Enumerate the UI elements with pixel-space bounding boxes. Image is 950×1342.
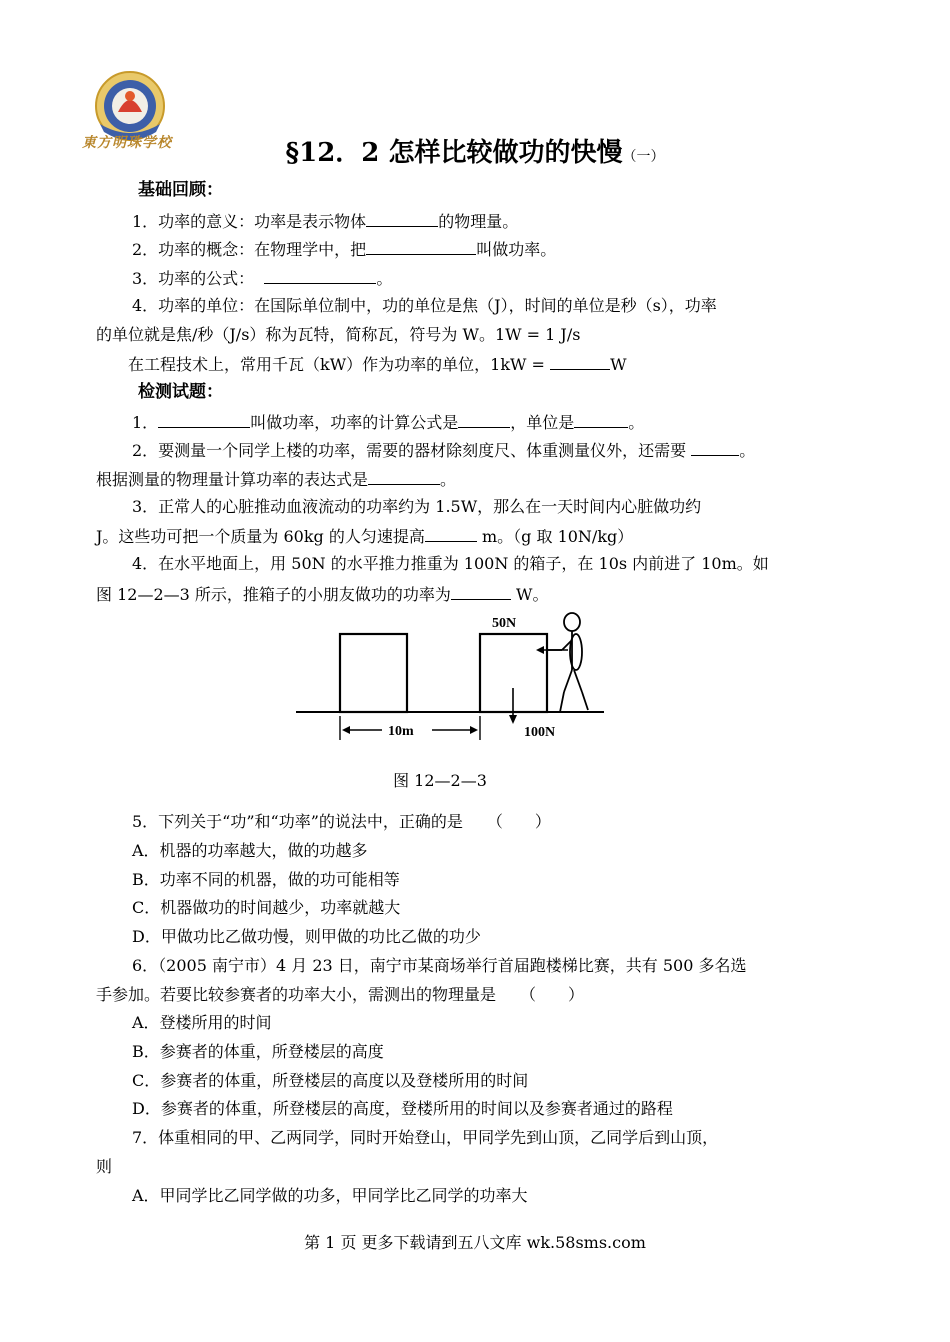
q5-option-a: A．机器的功率越大，做的功越多 — [132, 841, 368, 860]
test-q7-line2: 则 — [96, 1157, 113, 1176]
q7-option-a: A．甲同学比乙同学做的功多，甲同学比乙同学的功率大 — [132, 1186, 528, 1205]
title-main: §12．2 怎样比较做功的快慢 — [285, 138, 623, 168]
test-q4-line1: 4．在水平地面上，用 50N 的水平推力推重为 100N 的箱子，在 10s 内前进了 10m。如 — [132, 554, 769, 573]
blank — [458, 411, 510, 428]
test-q5: 5．下列关于“功”和“功率”的说法中，正确的是 （ ） — [132, 812, 551, 831]
blank — [366, 238, 476, 255]
blank — [574, 411, 628, 428]
test-q3-line1: 3．正常人的心脏推动血液流动的功率约为 1.5W，那么在一天时间内心脏做功约 — [132, 497, 702, 516]
q6-option-c: C．参赛者的体重，所登楼层的高度以及登楼所用的时间 — [132, 1071, 529, 1090]
blank — [264, 267, 376, 284]
blank — [368, 468, 440, 485]
q5-option-c: C．机器做功的时间越少，功率就越大 — [132, 898, 401, 917]
q5-option-b: B．功率不同的机器，做的功可能相等 — [132, 870, 400, 889]
review-q4-line2: 的单位就是焦/秒（J/s）称为瓦特，简称瓦，符号为 W。1W = 1 J/s — [96, 325, 581, 344]
blank — [550, 353, 610, 370]
blank — [158, 411, 250, 428]
blank — [425, 525, 477, 542]
q6-option-d: D．参赛者的体重，所登楼层的高度，登楼所用的时间以及参赛者通过的路程 — [132, 1099, 673, 1118]
blank — [691, 439, 739, 456]
box-start — [340, 634, 407, 712]
test-q3-line2: J。这些功可把一个质量为 60kg 的人匀速提高 m。（g 取 10N/kg） — [96, 527, 634, 546]
label-weight: 100N — [524, 725, 556, 740]
review-q1: 1．功率的意义：功率是表示物体 的物理量。 — [132, 212, 519, 231]
test-q2-line2: 根据测量的物理量计算功率的表达式是 。 — [96, 470, 457, 489]
figure-push-box — [296, 608, 606, 748]
blank — [451, 583, 511, 600]
test-q7-line1: 7．体重相同的甲、乙两同学，同时开始登山，甲同学先到山顶，乙同学后到山顶， — [132, 1128, 719, 1147]
blank — [366, 210, 438, 227]
figure-caption: 图 12—2—3 — [393, 771, 487, 790]
review-q2: 2．功率的概念：在物理学中，把 叫做功率。 — [132, 240, 557, 259]
review-q4-line1: 4．功率的单位：在国际单位制中，功的单位是焦（J），时间的单位是秒（s），功率 — [132, 296, 717, 315]
q6-option-b: B．参赛者的体重，所登楼层的高度 — [132, 1042, 384, 1061]
test-q6-line2: 手参加。若要比较参赛者的功率大小，需测出的物理量是 （ ） — [96, 985, 585, 1004]
label-distance: 10m — [388, 724, 414, 739]
test-q1: 1． 叫做功率，功率的计算公式是 ，单位是 。 — [132, 413, 645, 432]
child-figure — [546, 613, 588, 712]
q6-option-a: A．登楼所用的时间 — [132, 1013, 272, 1032]
page-footer: 第 1 页 更多下载请到五八文库 wk.58sms.com — [304, 1233, 646, 1252]
test-q2-line1: 2．要测量一个同学上楼的功率，需要的器材除刻度尺、体重测量仪外，还需要 。 — [132, 441, 756, 460]
section-heading-test: 检测试题： — [138, 382, 223, 402]
logo-text: 東方明珠学校 — [82, 135, 172, 151]
section-heading-review: 基础回顾： — [138, 180, 223, 200]
q5-option-d: D．甲做功比乙做功慢，则甲做的功比乙做的功少 — [132, 927, 481, 946]
review-q4-line3: 在工程技术上，常用千瓦（kW）作为功率的单位，1kW = W — [128, 355, 627, 374]
review-q3: 3．功率的公式： 。 — [132, 269, 393, 288]
test-q4-line2: 图 12—2—3 所示，推箱子的小朋友做功的功率为 W。 — [96, 585, 549, 604]
test-q6-line1: 6．（2005 南宁市）4 月 23 日，南宁市某商场举行首届跑楼梯比赛，共有 500 多名选 — [132, 956, 747, 975]
title-sub: （一） — [622, 149, 665, 165]
label-force: 50N — [492, 616, 517, 631]
page-title — [0, 132, 950, 169]
